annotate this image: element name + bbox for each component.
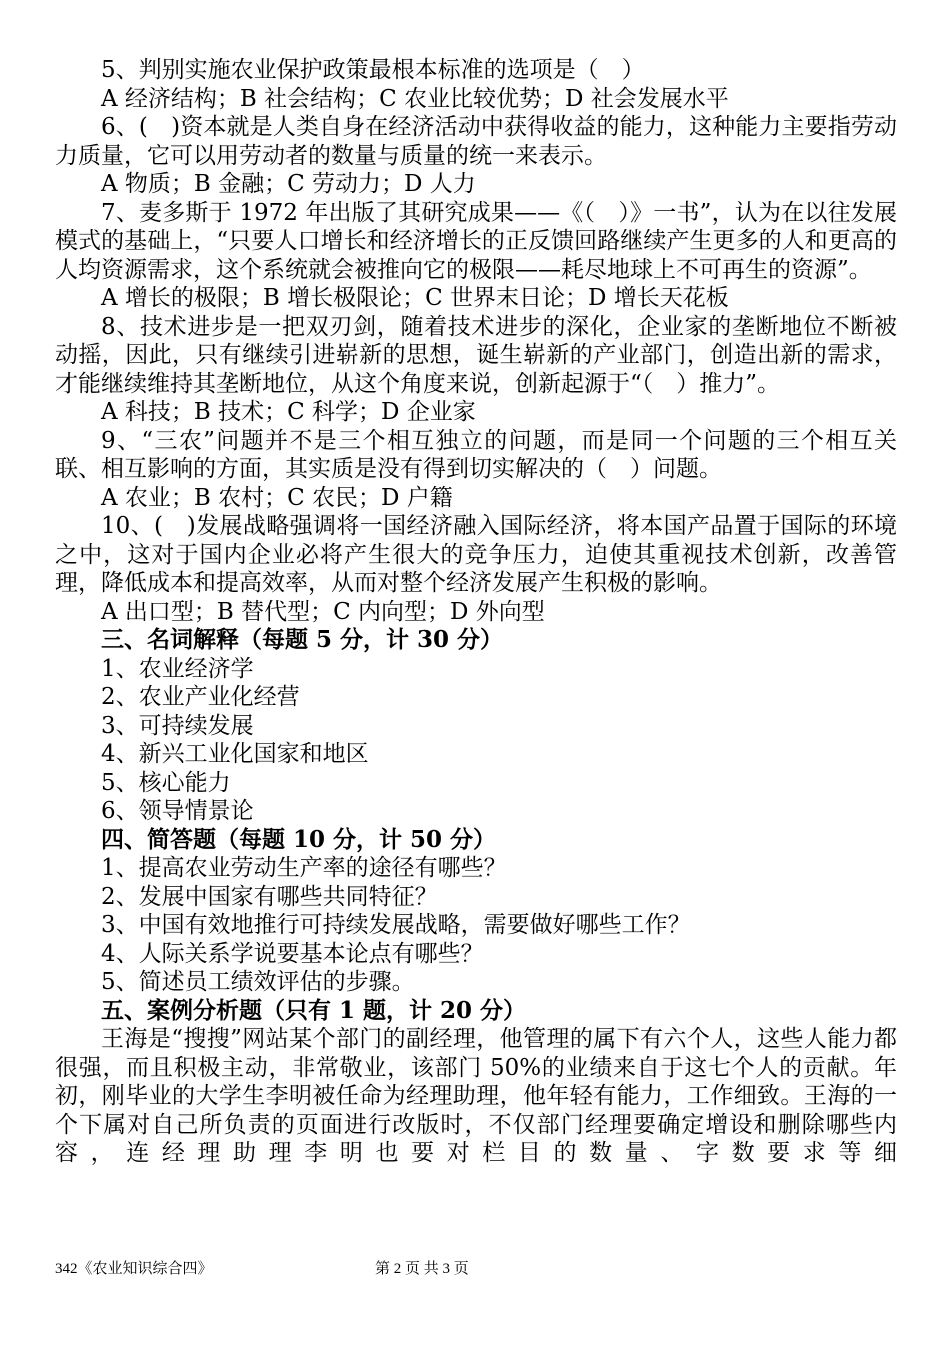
- list-item: 1、农业经济学: [101, 655, 254, 682]
- answer-options: A 经济结构；B 社会结构；C 农业比较优势；D 社会发展水平: [101, 85, 729, 112]
- question-text: 8、技术进步是一把双刃剑，随着技术进步的深化，企业家的垄断地位不断被动摇，因此，只有继续引进崭新的思想，诞生崭新的产业部门，创造出新的需求，才能继续维持其垄断地位，从这个角度来说，创新起源于“（ ）推力”。: [55, 313, 897, 397]
- footer-course: 342《农业知识综合四》: [55, 1261, 213, 1277]
- list-item: 6、领导情景论: [101, 798, 254, 824]
- section-heading: 五、案例分析题（只有 1 题，计 20 分）: [101, 996, 527, 1024]
- answer-options: A 科技；B 技术；C 科学；D 企业家: [101, 399, 476, 425]
- list-item: 2、发展中国家有哪些共同特征？: [101, 883, 438, 910]
- list-item: 5、核心能力: [101, 769, 231, 796]
- section-heading: 三、名词解释（每题 5 分，计 30 分）: [101, 626, 504, 653]
- list-item: 2、农业产业化经营: [101, 684, 300, 710]
- question-text: 10、( )发展战略强调将一国经济融入国际经济，将本国产品置于国际的环境之中，这对于国内企业必将产生很大的竞争压力，迫使其重视技术创新，改善管理，降低成本和提高效率，从而对整个经济发展产生积极的影响。: [55, 513, 897, 596]
- list-item: 4、新兴工业化国家和地区: [101, 741, 369, 767]
- question-text: 6、( )资本就是人类自身在经济活动中获得收益的能力，这种能力主要指劳动力质量，它可以用劳动者的数量与质量的统一来表示。: [55, 114, 897, 169]
- list-item: 1、提高农业劳动生产率的途径有哪些？: [101, 855, 507, 881]
- list-item: 3、中国有效地推行可持续发展战略，需要做好哪些工作？: [101, 912, 691, 938]
- list-item: 5、简述员工绩效评估的步骤。: [101, 969, 415, 995]
- section-heading: 四、简答题（每题 10 分，计 50 分）: [101, 825, 497, 853]
- list-item: 3、可持续发展: [101, 712, 254, 739]
- case-paragraph: 王海是“搜搜”网站某个部门的副经理，他管理的属下有六个人，这些人能力都很强，而且积极主动，非常敬业，该部门 50%的业绩来自于这七个人的贡献。年初，刚毕业的大学生李明被任命为经理助理，他年轻有能力，工作细致。王海的一个下属对自己所负责的页面进行改版时，不仅部门经理要确定增设和删除哪些内容，连经理助理李明也要对栏目的数量、字数要求等细: [55, 1026, 897, 1166]
- footer-page-number: 第 2 页 共 3 页: [375, 1261, 469, 1277]
- answer-options: A 农业；B 农村；C 农民；D 户籍: [101, 484, 453, 511]
- question-text: 9、“三农”问题并不是三个相互独立的问题，而是同一个问题的三个相互关联、相互影响的方面，其实质是没有得到切实解决的（ ）问题。: [55, 427, 897, 482]
- question-text: 7、麦多斯于 1972 年出版了其研究成果——《（ ）》一书”，认为在以往发展模式的基础上，“只要人口增长和经济增长的正反馈回路继续产生更多的人和更高的人均资源需求，这个系统就会被推向它的极限——耗尽地球上不可再生的资源”。: [55, 199, 897, 283]
- answer-options: A 物质；B 金融；C 劳动力；D 人力: [101, 171, 476, 197]
- list-item: 4、人际关系学说要基本论点有哪些？: [101, 940, 484, 967]
- answer-options: A 出口型；B 替代型；C 内向型；D 外向型: [101, 598, 545, 625]
- page-content: [55, 56, 897, 1168]
- answer-options: A 增长的极限；B 增长极限论；C 世界末日论；D 增长天花板: [101, 285, 729, 311]
- question-text: 5、判别实施农业保护政策最根本标准的选项是（ ）: [101, 57, 645, 83]
